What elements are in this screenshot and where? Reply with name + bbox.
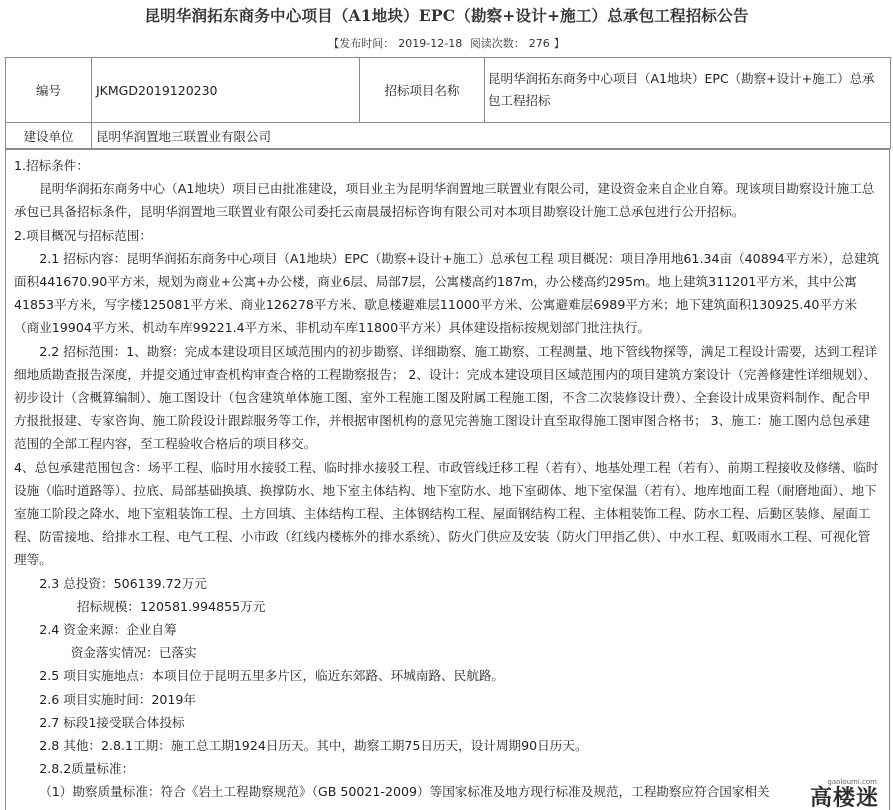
watermark-logo: 高楼迷	[809, 786, 879, 810]
project-name-label: 招标项目名称	[360, 58, 485, 123]
total-investment: 2.3 总投资：506139.72万元	[39, 575, 207, 591]
section-1-heading: 1.招标条件：	[14, 158, 89, 173]
publish-date: 2019-12-18	[398, 37, 463, 50]
unit-label: 建设单位	[6, 123, 92, 149]
views-count: 276	[528, 37, 550, 50]
project-info-table	[5, 57, 891, 149]
fund-source: 2.4 资金来源：企业自筹	[39, 622, 177, 638]
unit-value: 昆明华润置地三联置业有限公司	[92, 123, 891, 149]
project-time: 2.6 项目实施时间：2019年	[39, 691, 197, 707]
announcement-body	[5, 149, 890, 810]
quality-survey-text: （1）勘察质量标准：符合《岩土工程勘察规范》（GB 50021-2009）等国家标准及地方现行标准及规范，工程勘察应符合国家相关	[39, 784, 770, 800]
section-4-text: 4、总包承建范围包含：场平工程、临时用水接驳工程、临时排水接驳工程、市政管线迁移工程（若有）、地基处理工程（若有）、前期工程接收及修缮、临时设施（临时道路等）、拉底、局部基础换填、换撑防水、地下室主体结构、地下室防水、地下室砌体、地下室保温（若有）、地库地面工程（耐磨地面）、地下室施工阶段之降水、地下室粗装饰工程、土方回填、主体结构工程、主体钢结构工程、屋面钢结构工程、主体粗装饰工程、防水工程、后勤区装修、屋面工程、防雷接地、给排水工程、电气工程、小市政（红线内楼栋外的排水系统）、防火门供应及安装（防火门甲指乙供）、中水工程、虹吸雨水工程、可视化管理等。	[14, 459, 879, 568]
page-title: 昆明华润拓东商务中心项目（A1地块）EPC（勘察+设计+施工）总承包工程招标公告	[144, 6, 749, 25]
fund-status: 资金落实情况：已落实	[70, 645, 197, 661]
meta-close: 】	[553, 37, 565, 50]
project-name-value: 昆明华润拓东商务中心项目（A1地块）EPC（勘察+设计+施工）总承包工程招标	[485, 58, 891, 123]
code-value: JKMGD2019120230	[92, 58, 360, 123]
code-label: 编号	[6, 58, 92, 123]
section-2-heading: 2.项目概况与招标范围：	[14, 227, 152, 243]
other-duration: 2.8 其他：2.8.1工期：施工总工期1924日历天。其中，勘察工期75日历天，设计周期90日历天。	[39, 738, 588, 754]
site-watermark	[795, 778, 885, 810]
info-row-unit	[6, 123, 891, 149]
watermark-sub: gaoloumi.com	[827, 778, 877, 786]
publish-meta	[0, 35, 893, 51]
project-location: 2.5 项目实施地点：本项目位于昆明五里多片区，临近东郊路、环城南路、民航路。	[39, 668, 505, 684]
views-label: 阅读次数：	[469, 37, 525, 50]
consortium-note: 2.7 标段1接受联合体投标	[39, 714, 185, 730]
section-1-text: 昆明华润拓东商务中心（A1地块）项目已由批准建设，项目业主为昆明华润置地三联置业有限公司，建设资金来自企业自筹。现该项目勘察设计施工总承包已具备招标条件，昆明华润置地三联置业有限公司委托云南晨晟招标咨询有限公司对本项目勘察设计施工总承包进行公开招标。	[14, 181, 875, 220]
info-row-code	[6, 58, 891, 123]
tender-scale: 招标规模：120581.994855万元	[77, 598, 266, 614]
quality-heading: 2.8.2质量标准：	[39, 761, 135, 777]
section-2-1-text: 2.1 招标内容：昆明华润拓东商务中心项目（A1地块）EPC（勘察+设计+施工）总承包工程 项目概况：项目净用地61.34亩（40894平方米），总建筑面积441670.90平方米，规划为商业+公寓+办公楼，商业6层、局部7层，公寓楼高约187m，办公楼高约295m。地上建筑311201平方米，其中公寓41853平方米，写字楼125081平方米、商业126278平方米、歇息楼避难层11000平方米、公寓避难层6989平方米；地下建筑面积130925.40平方米（商业19904平方米、机动车库99221.4平方米、非机动车库11800平方米）具体建设指标按规划部门批注执行。	[14, 250, 880, 336]
publish-label: 【发布时间：	[328, 37, 395, 50]
section-2-2-text: 2.2 招标范围：1、勘察：完成本建设项目区域范围内的初步勘察、详细勘察、施工勘察、工程测量、地下管线物探等，满足工程设计需要，达到工程详细地质勘查报告深度，并提交通过审查机构审查合格的工程勘察报告； 2、设计：完成本建设项目区域范围内的项目建筑方案设计（完善修建性详细规划）、初步设计（含概算编制）、施工图设计（包含建筑单体施工图、室外工程施工图及附属工程施工图，不含二次装修设计费）、全套设计成果资料制作、配合甲方报批报建、专家咨询、施工阶段设计跟踪服务等工作，并根据审图机构的意见完善施工图设计直至取得施工图审图合格书； 3、施工：施工图内总包承建范围的全部工程内容，至工程验收合格后的项目移交。	[14, 343, 878, 452]
